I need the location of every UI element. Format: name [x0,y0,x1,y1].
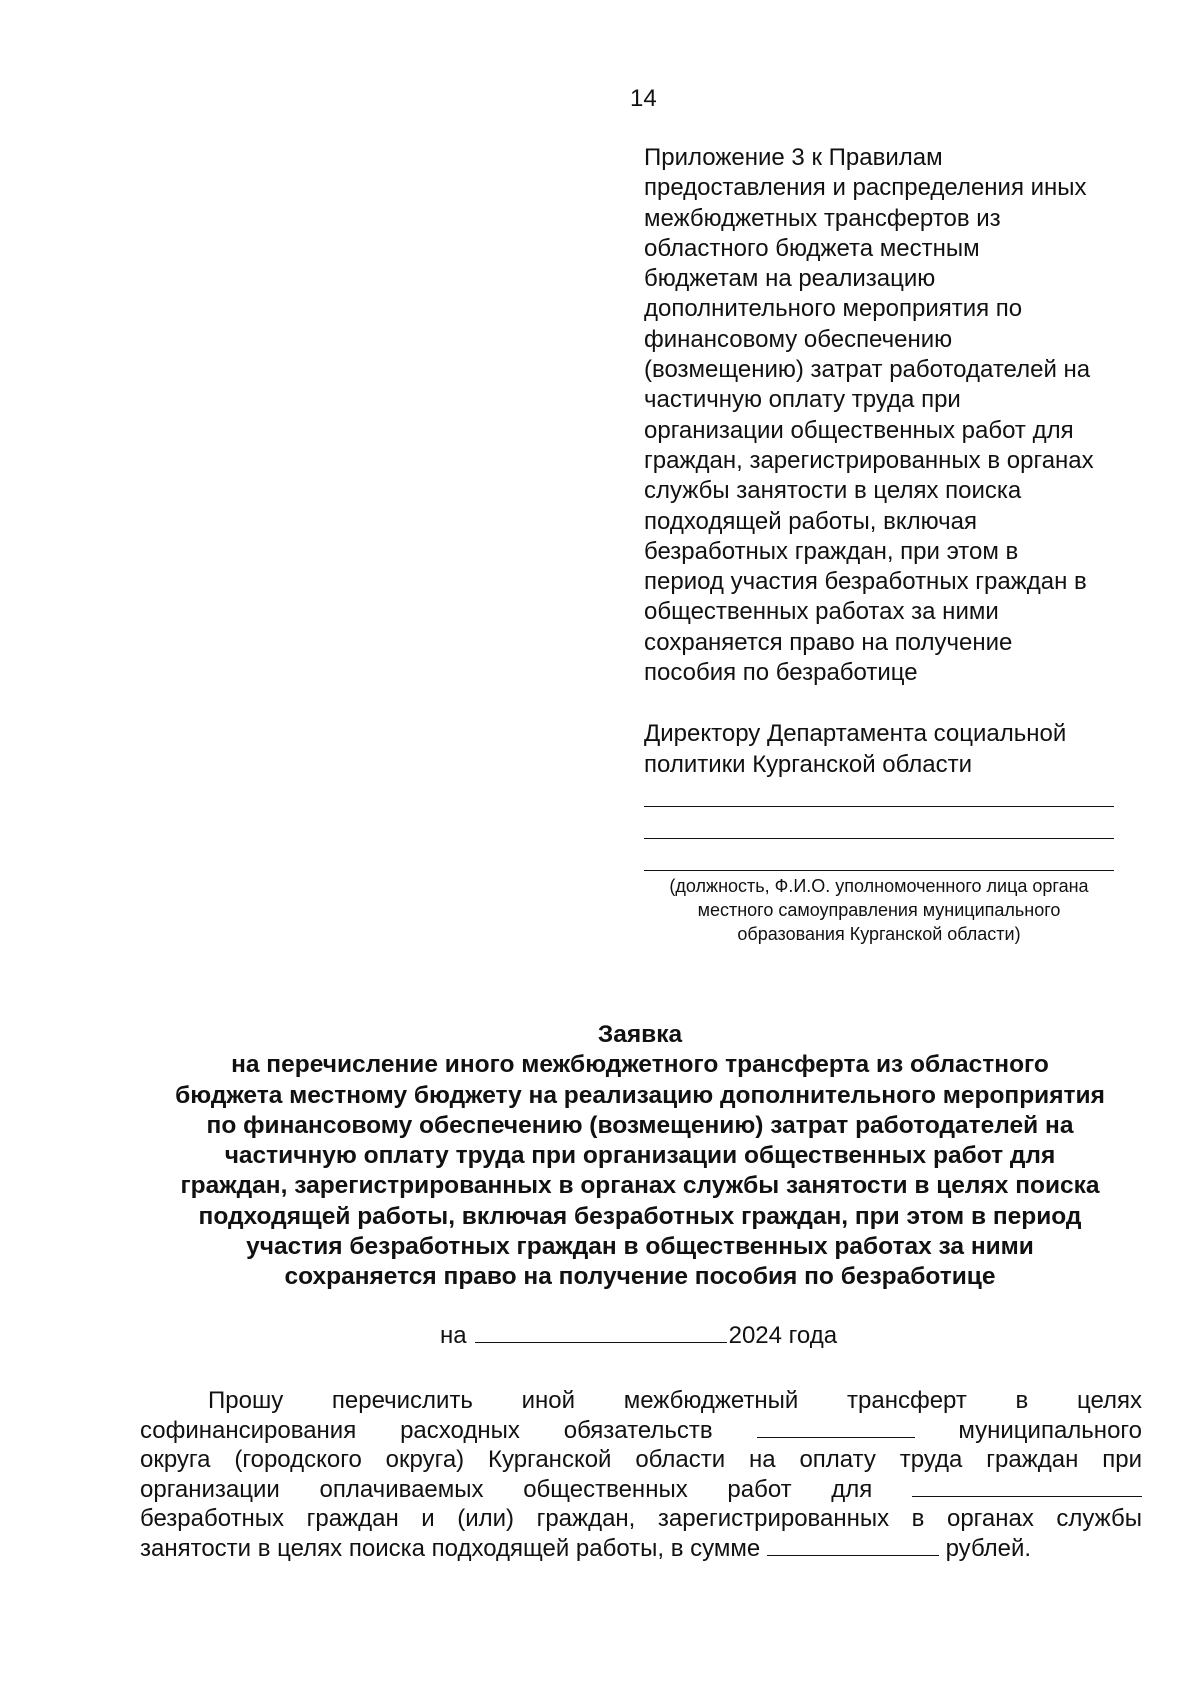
body-line [140,1474,1142,1504]
body-line: округа (городского округа) Курганской области на оплату труда граждан при [140,1446,1142,1473]
appendix-line: Приложение 3 к Правилам [644,144,943,171]
body-text-part: занятости в целях поиска подходящей работы, в сумме [140,1535,761,1562]
document-title [130,1020,1150,1293]
addressee-line: Директору Департамента социальной [644,720,1067,747]
caption-line: местного самоуправления муниципального [697,900,1061,920]
body-line [140,1415,1142,1445]
fill-line-caption [636,874,1122,946]
appendix-line: период участия безработных граждан в [644,568,1087,596]
title-line: подходящей работы, включая безработных граждан, при этом в период [198,1202,1082,1230]
date-suffix: 2024 года [728,1322,838,1349]
appendix-line: финансовому обеспечению [644,325,953,353]
addressee [644,718,1164,780]
appendix-line: организации общественных работ для [644,416,1074,444]
date-blank-field[interactable] [475,1320,727,1343]
title-line: по финансовому обеспечению (возмещению) затрат работодателей на [206,1111,1074,1139]
body-text-part: софинансирования расходных обязательств [140,1417,713,1444]
body-line: Прошу перечислить иной межбюджетный трансферт в целях [208,1387,1142,1414]
official-fill-line[interactable] [644,838,1114,839]
appendix-line: службы занятости в целях поиска [644,477,1022,505]
request-body [140,1386,1142,1563]
appendix-line: (возмещению) затрат работодателей на [644,356,1091,384]
appendix-line: межбюджетных трансфертов из [644,204,1001,232]
appendix-line: областного бюджета местным [644,234,980,262]
page-number: 14 [630,85,657,112]
amount-blank-field[interactable] [767,1533,939,1556]
appendix-line: дополнительного мероприятия по [644,295,1023,323]
body-line: безработных граждан и (или) граждан, зарегистрированных в органах службы [140,1505,1142,1532]
title-line: сохраняется право на получение пособия по безработице [284,1263,996,1291]
appendix-line: бюджетам на реализацию [644,265,936,293]
addressee-line: политики Курганской области [644,751,973,778]
title-line: частичную оплату труда при организации общественных работ для [224,1142,1056,1170]
official-fill-line[interactable] [644,870,1114,871]
date-prefix: на [440,1322,467,1349]
title-line: на перечисление иного межбюджетного трансферта из областного [231,1051,1049,1079]
official-fill-line[interactable] [644,806,1114,807]
title-line: Заявка [597,1021,683,1048]
caption-line: (должность, Ф.И.О. уполномоченного лица органа [669,876,1089,896]
body-line [140,1533,1142,1563]
appendix-line: пособия по безработице [644,659,918,687]
appendix-header [644,143,1164,688]
municipality-blank-field[interactable] [757,1415,915,1438]
appendix-line: безработных граждан, при этом в [644,537,1019,565]
appendix-line: подходящей работы, включая [644,507,977,535]
appendix-line: предоставления и распределения иных [644,174,1087,202]
appendix-line: сохраняется право на получение [644,628,1013,656]
body-text-part: рублей. [945,1535,1032,1562]
title-line: бюджета местному бюджету на реализацию дополнительного мероприятия [175,1081,1105,1109]
body-text-part: муниципального [958,1417,1142,1444]
body-text-part: организации оплачиваемых общественных работ для [140,1476,873,1503]
title-line: участия безработных граждан в общественных работах за ними [246,1233,1034,1261]
count-blank-field[interactable] [912,1474,1142,1497]
appendix-line: частичную оплату труда при [644,386,961,414]
caption-line: образования Курганской области) [737,924,1021,944]
appendix-line: общественных работах за ними [644,598,999,626]
appendix-line: граждан, зарегистрированных в органах [644,446,1094,474]
date-line [440,1320,837,1351]
title-line: граждан, зарегистрированных в органах службы занятости в целях поиска [180,1172,1100,1200]
